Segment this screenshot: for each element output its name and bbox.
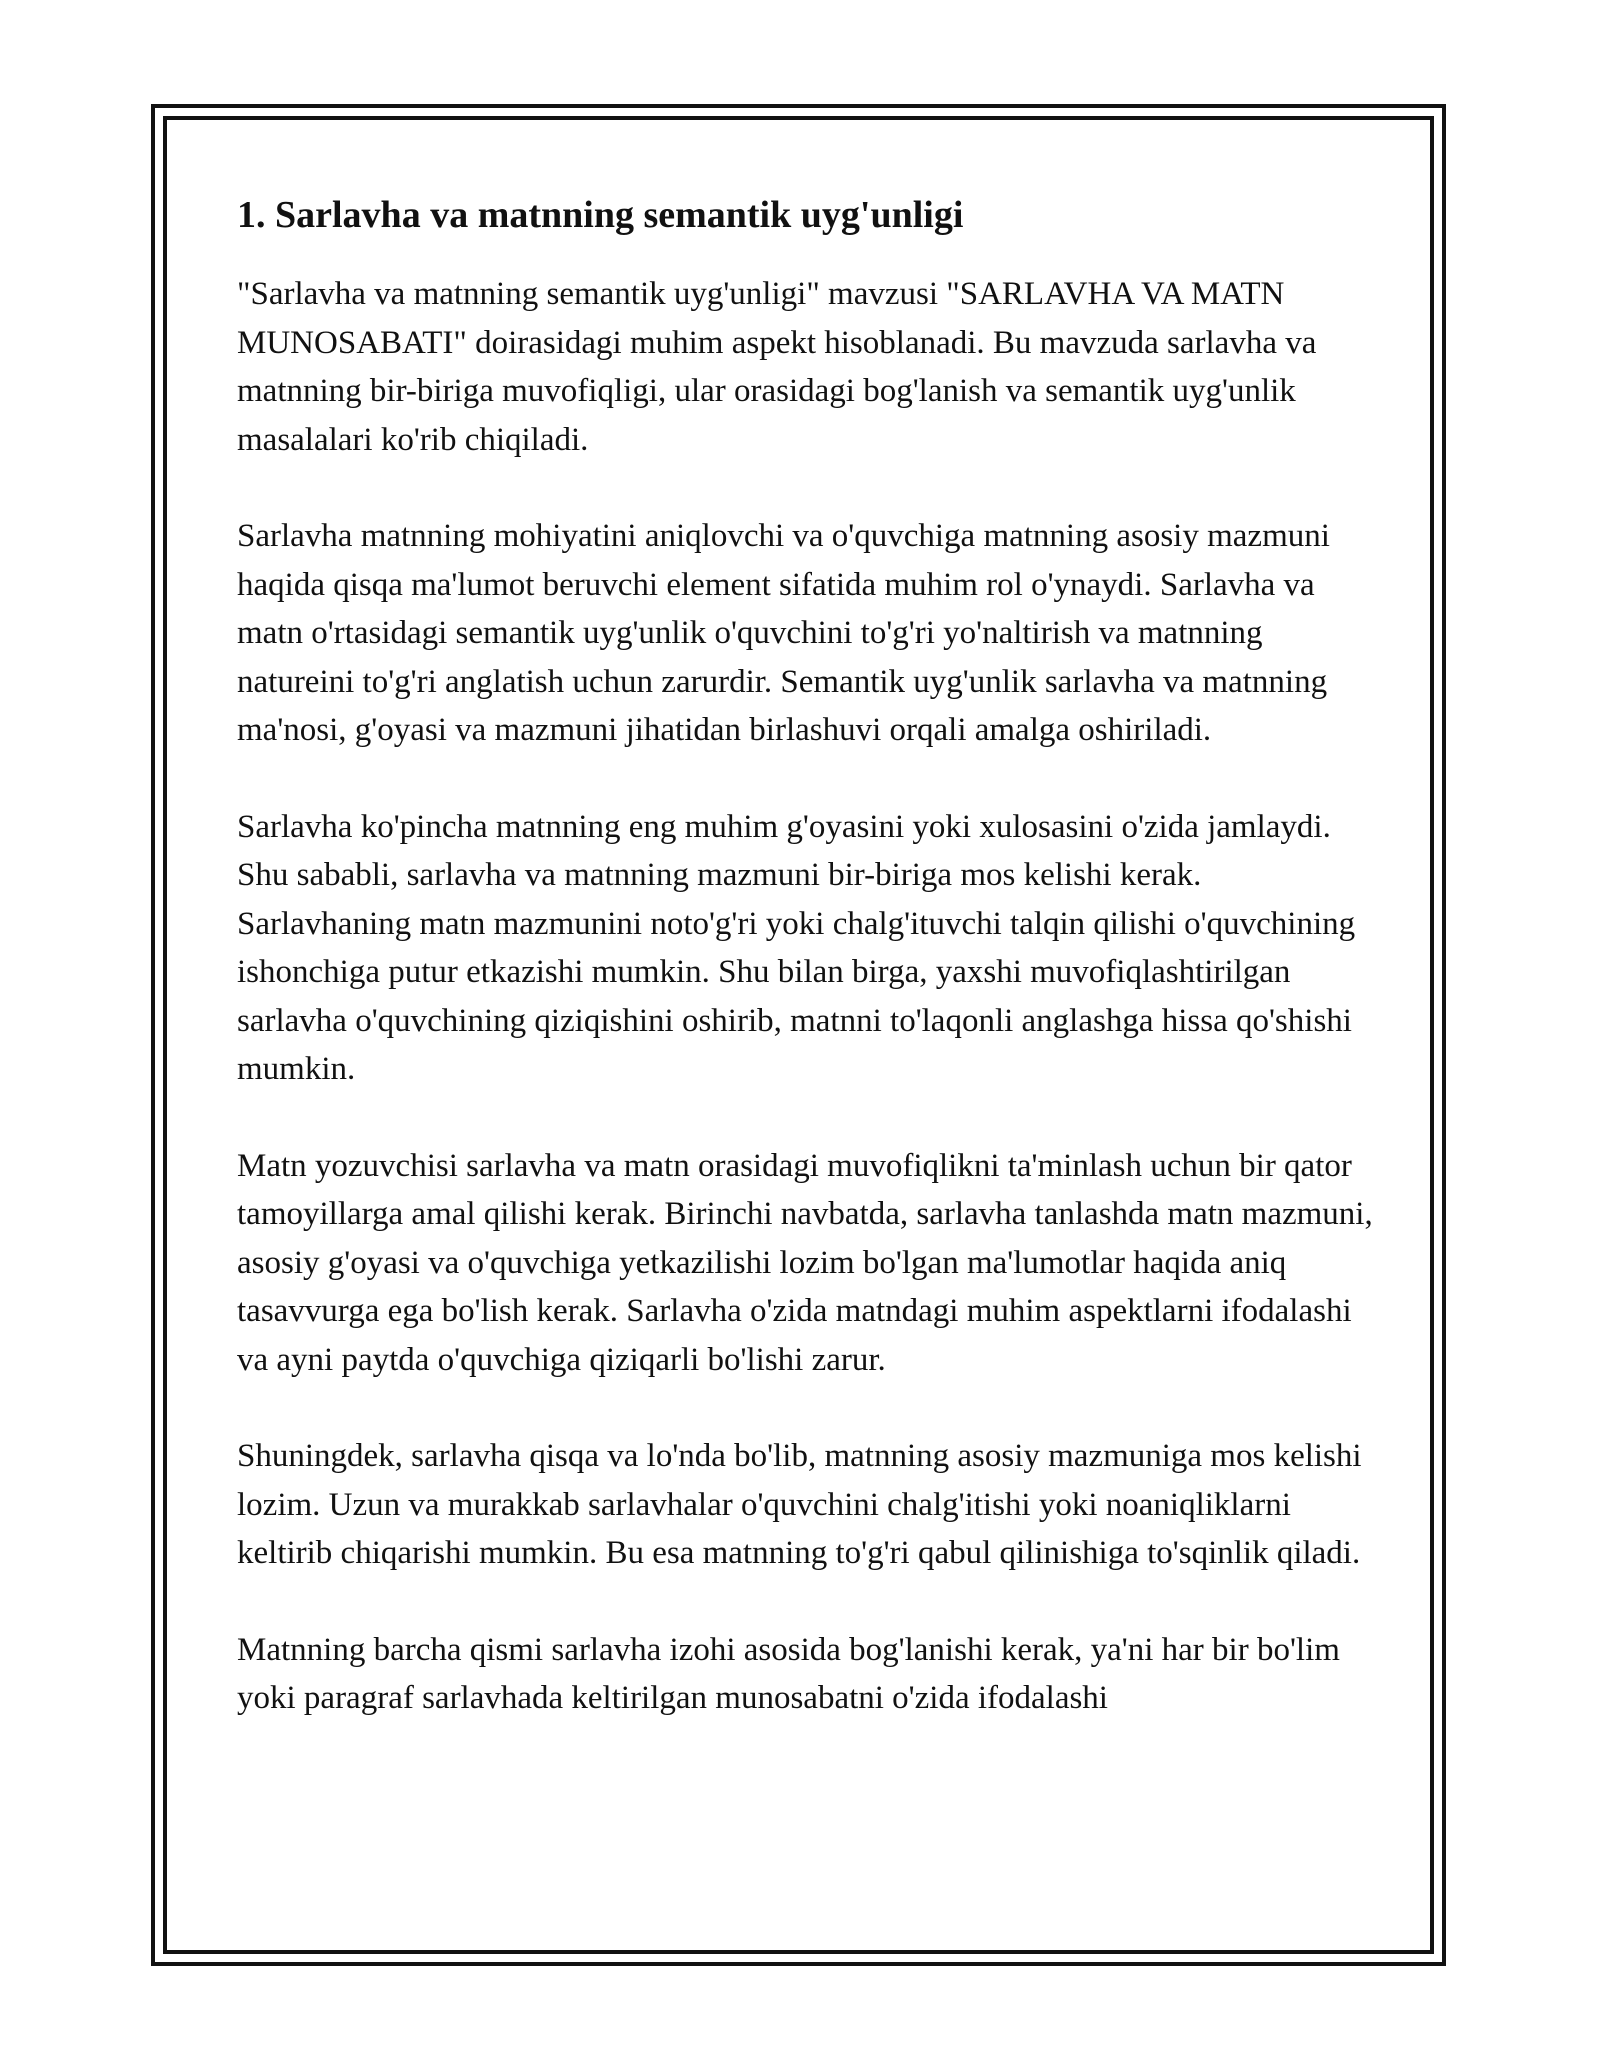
paragraph-6: Matnning barcha qismi sarlavha izohi asosida bog'lanishi kerak, ya'ni har bir bo'lim yoki paragraf sarlavhada keltirilgan munosabatni o'zida ifodalashi [237,1631,1340,1716]
paragraph-1: "Sarlavha va matnning semantik uyg'unligi" mavzusi "SARLAVHA VA MATN MUNOSABATI" doirasidagi muhim aspekt hisoblanadi. Bu mavzuda sarlavha va matnning bir-biriga muvofiqligi, ular orasidagi bog'lanish va semantik uyg'unlik masalalari ko'rib chiqiladi. [237,276,1317,458]
document-body [237,186,1377,1771]
paragraph-3: Sarlavha ko'pincha matnning eng muhim g'oyasini yoki xulosasini o'zida jamlaydi. Shu sababli, sarlavha va matnning mazmuni bir-biriga mos kelishi kerak. Sarlavhaning matn mazmunini noto'g'ri yoki chalg'ituvchi talqin qilishi o'quvchining ishonchiga putur etkazishi mumkin. Shu bilan birga, yaxshi muvofiqlashtirilgan sarlavha o'quvchining qiziqishini oshirib, matnni to'laqonli anglashga hissa qo'shishi mumkin. [237,808,1356,1087]
paragraph-5: Shuningdek, sarlavha qisqa va lo'nda bo'lib, matnning asosiy mazmuniga mos kelishi lozim. Uzun va murakkab sarlavhalar o'quvchini chalg'itishi yoki noaniqliklarni keltirib chiqarishi mumkin. Bu esa matnning to'g'ri qabul qilinishiga to'sqinlik qiladi. [237,1438,1362,1571]
paragraph-4: Matn yozuvchisi sarlavha va matn orasidagi muvofiqlikni ta'minlash uchun bir qator tamoyillarga amal qilishi kerak. Birinchi navbatda, sarlavha tanlashda matn mazmuni, asosiy g'oyasi va o'quvchiga yetkazilishi lozim bo'lgan ma'lumotlar haqida aniq tasavvurga ega bo'lish kerak. Sarlavha o'zida matndagi muhim aspektlarni ifodalashi va ayni paytda o'quvchiga qiziqarli bo'lishi zarur. [237,1147,1373,1378]
paragraph-2: Sarlavha matnning mohiyatini aniqlovchi va o'quvchiga matnning asosiy mazmuni haqida qisqa ma'lumot beruvchi element sifatida muhim rol o'ynaydi. Sarlavha va matn o'rtasidagi semantik uyg'unlik o'quvchini to'g'ri yo'naltirish va matnning natureini to'g'ri anglatish uchun zarurdir. Semantik uyg'unlik sarlavha va matnning ma'nosi, g'oyasi va mazmuni jihatidan birlashuvi orqali amalga oshiriladi. [237,518,1330,748]
section-heading: 1. Sarlavha va matnning semantik uyg'unligi [237,194,964,236]
